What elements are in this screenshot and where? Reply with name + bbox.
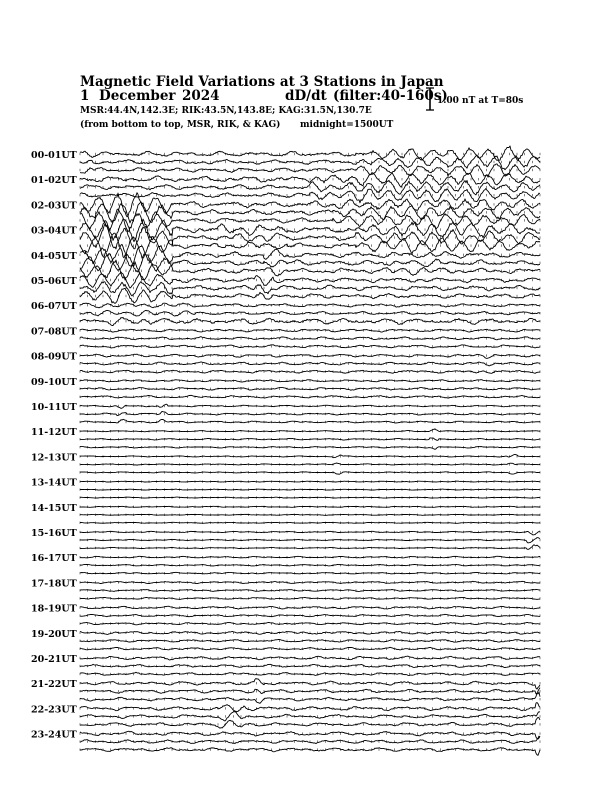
minute-ticks (80, 388, 540, 390)
hour-row (31, 301, 540, 325)
minute-ticks (80, 488, 540, 490)
hour-row (31, 528, 540, 549)
minute-ticks (80, 471, 540, 473)
hour-row (31, 377, 540, 398)
minute-ticks (80, 506, 540, 508)
minute-ticks (80, 413, 540, 415)
station-coordinates: MSR:44.4N,142.3E; RIK:43.5N,143.8E; KAG:31.5N,130.7E (80, 106, 372, 116)
hour-row (31, 629, 540, 650)
hour-row (31, 427, 540, 449)
hour-label: 10-11UT (31, 402, 77, 413)
minute-ticks (80, 370, 540, 372)
minute-ticks (80, 531, 540, 533)
minute-ticks (80, 211, 540, 213)
hour-label: 05-06UT (31, 276, 77, 287)
minute-ticks (80, 421, 540, 423)
quantity-label: dD/dt (285, 88, 327, 104)
hour-label: 04-05UT (31, 250, 77, 262)
minute-ticks (80, 320, 540, 322)
midnight-note: midnight=1500UT (300, 120, 394, 130)
hour-label: 15-16UT (31, 528, 77, 539)
minute-ticks (80, 640, 540, 642)
hour-label: 20-21UT (31, 654, 77, 665)
minute-ticks (80, 244, 540, 246)
hour-label: 03-04UT (31, 225, 77, 237)
minute-ticks (80, 547, 540, 549)
hour-label: 14-15UT (31, 502, 77, 514)
hour-row (31, 503, 540, 524)
date-day: 1 (80, 88, 90, 104)
minute-ticks (80, 581, 540, 583)
hour-row (31, 172, 540, 202)
minute-ticks (80, 304, 540, 306)
hour-row (31, 352, 540, 374)
minute-ticks (80, 161, 540, 163)
hour-label: 11-12UT (31, 427, 77, 439)
minute-ticks (80, 496, 540, 498)
hour-row (31, 703, 540, 729)
minute-ticks (80, 153, 540, 155)
minute-ticks (80, 287, 540, 289)
minute-ticks (80, 740, 540, 742)
minute-ticks (80, 480, 540, 482)
minute-ticks (80, 362, 540, 364)
hour-label: 21-22UT (31, 679, 77, 691)
minute-ticks (80, 673, 540, 675)
minute-ticks (80, 690, 540, 692)
minute-ticks (80, 657, 540, 659)
minute-ticks (80, 279, 540, 281)
hour-label: 18-19UT (31, 603, 77, 615)
minute-ticks (80, 446, 540, 448)
minute-ticks (80, 748, 540, 750)
minute-ticks (80, 648, 540, 650)
hour-row (31, 402, 540, 423)
minute-ticks (80, 430, 540, 432)
minute-ticks (80, 715, 540, 717)
hour-row (31, 452, 540, 474)
minute-ticks (80, 380, 540, 382)
trace-msr (80, 717, 540, 728)
date-month: December (99, 88, 176, 104)
minute-ticks (80, 186, 540, 188)
station-order-note: (from bottom to top, MSR, RIK, & KAG) (80, 120, 281, 130)
hour-row (31, 478, 540, 499)
minute-ticks (80, 254, 540, 256)
minute-ticks (80, 405, 540, 407)
minute-ticks (80, 732, 540, 734)
hour-label: 19-20UT (31, 628, 77, 640)
minute-ticks (80, 178, 540, 180)
minute-ticks (80, 455, 540, 457)
minute-ticks (80, 682, 540, 684)
minute-ticks (80, 228, 540, 230)
minute-ticks (80, 514, 540, 516)
hour-label: 02-03UT (31, 200, 77, 212)
hour-label: 23-24UT (31, 729, 77, 741)
minute-ticks (80, 270, 540, 272)
hour-label: 13-14UT (31, 477, 77, 489)
minute-ticks (80, 606, 540, 608)
minute-ticks (80, 614, 540, 616)
hour-row (31, 654, 540, 676)
minute-ticks (80, 345, 540, 347)
minute-ticks (80, 572, 540, 574)
minute-ticks (80, 522, 540, 524)
minute-ticks (80, 698, 540, 700)
minute-ticks (80, 354, 540, 356)
hour-row (31, 730, 540, 756)
hour-label: 22-23UT (31, 704, 77, 716)
hour-rows (31, 146, 540, 755)
minute-ticks (80, 665, 540, 667)
minute-ticks (80, 329, 540, 331)
filter-label: (filter:40-160s) (333, 88, 448, 104)
minute-ticks (80, 597, 540, 599)
minute-ticks (80, 463, 540, 465)
trace-kag (80, 731, 540, 739)
hour-row (31, 679, 540, 704)
minute-ticks (80, 707, 540, 709)
hour-label: 17-18UT (31, 578, 77, 590)
minute-ticks (80, 564, 540, 566)
minute-ticks (80, 312, 540, 314)
hour-label: 16-17UT (31, 553, 77, 565)
minute-ticks (80, 396, 540, 398)
hour-label: 08-09UT (31, 351, 77, 363)
hour-label: 07-08UT (31, 326, 77, 338)
minute-ticks (80, 632, 540, 634)
chart-title: Magnetic Field Variations at 3 Stations in Japan (80, 74, 444, 90)
scale-bar-label: 1.00 nT at T=80s (437, 96, 524, 106)
minute-ticks (80, 622, 540, 624)
minute-ticks (80, 539, 540, 541)
minute-ticks (80, 295, 540, 297)
hour-row (31, 326, 540, 348)
hour-row (31, 146, 540, 176)
hour-label: 12-13UT (31, 452, 77, 464)
trace-kag (80, 703, 540, 712)
minute-ticks (80, 169, 540, 171)
hour-label: 06-07UT (31, 301, 77, 313)
trace-msr (80, 692, 540, 703)
hour-label: 00-01UT (31, 150, 77, 161)
minute-ticks (80, 194, 540, 196)
minute-ticks (80, 337, 540, 339)
hour-label: 01-02UT (31, 175, 77, 187)
hour-label: 09-10UT (31, 376, 77, 388)
hour-row (31, 604, 540, 625)
minute-ticks (80, 723, 540, 725)
minute-ticks (80, 438, 540, 440)
date-year: 2024 (182, 88, 220, 104)
minute-ticks (80, 556, 540, 558)
minute-ticks (80, 589, 540, 591)
minute-ticks (80, 262, 540, 264)
minute-ticks (80, 203, 540, 205)
hour-row (31, 578, 540, 599)
hour-row (31, 219, 540, 258)
minute-ticks (80, 236, 540, 238)
hour-row (31, 553, 540, 574)
